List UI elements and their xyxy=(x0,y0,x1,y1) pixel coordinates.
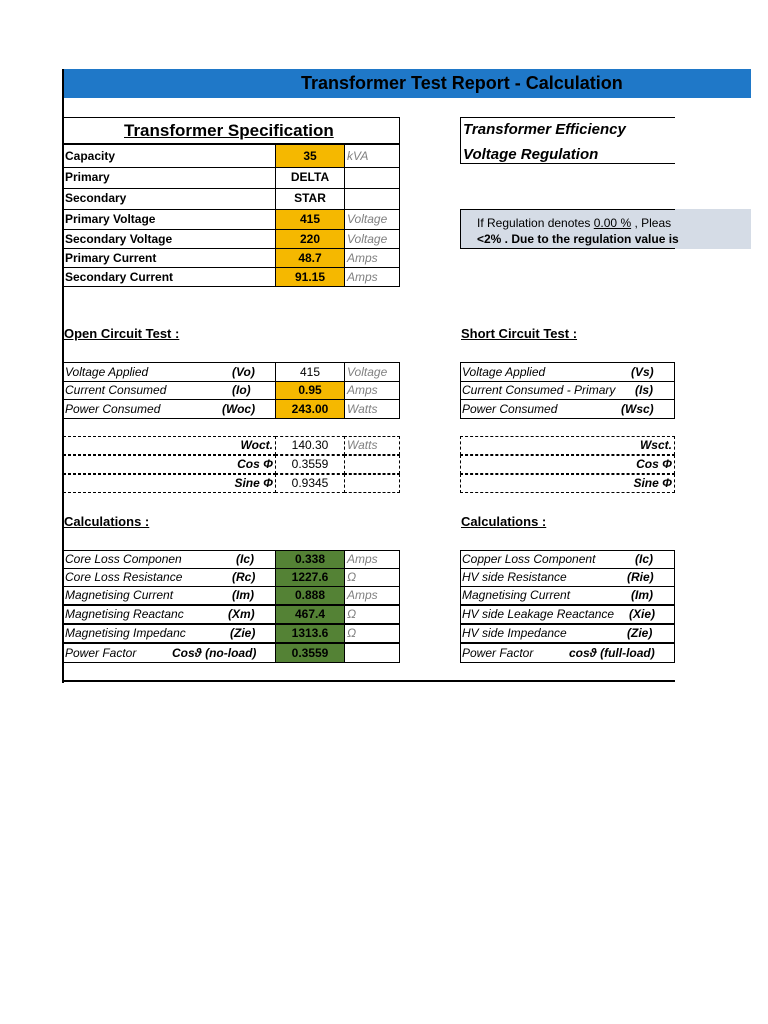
note-line-2: <2% . Due to the regulation value is xyxy=(477,232,679,246)
calc-left-symbol: (Ic) xyxy=(236,552,254,566)
sc-label: Current Consumed - Primary xyxy=(462,383,616,397)
regulation-title: Voltage Regulation xyxy=(463,146,599,163)
spec-unit xyxy=(344,188,400,210)
oc-calc-label: Sine Φ xyxy=(63,474,276,493)
sc-row-label-cell xyxy=(460,362,675,382)
note-line-1-suffix: , Pleas xyxy=(631,216,672,230)
spec-label: Primary Current xyxy=(63,248,276,268)
calc-left-label-cell xyxy=(63,605,276,624)
calc-right-label: Power Factor xyxy=(462,646,534,660)
calc-left-label-cell xyxy=(63,586,276,605)
open-circuit-heading: Open Circuit Test : xyxy=(64,326,180,341)
regulation-note xyxy=(460,209,679,249)
sc-label: Voltage Applied xyxy=(462,365,546,379)
calc-left-value: 1227.6 xyxy=(275,568,345,587)
calc-right-label: HV side Resistance xyxy=(462,570,567,584)
oc-unit: Voltage xyxy=(344,362,400,382)
oc-value-input[interactable]: 0.95 xyxy=(275,381,345,400)
spec-value-input[interactable]: 35 xyxy=(275,144,345,168)
oc-row-label-cell xyxy=(63,362,276,382)
spec-value-input[interactable]: DELTA xyxy=(275,167,345,189)
calc-left-label: Core Loss Resistance xyxy=(65,570,183,584)
calc-left-label: Power Factor xyxy=(65,646,137,660)
spec-label: Primary Voltage xyxy=(63,209,276,230)
calc-right-label: HV side Impedance xyxy=(462,626,567,640)
spec-value-input[interactable]: STAR xyxy=(275,188,345,210)
spec-heading: Transformer Specification xyxy=(63,117,400,144)
calculations-right-heading: Calculations : xyxy=(461,514,547,529)
calc-right-symbol: (Rie) xyxy=(627,570,654,584)
oc-unit: Amps xyxy=(344,381,400,400)
note-line-1-prefix: If Regulation denotes xyxy=(477,216,594,230)
frame-bottom-border xyxy=(62,680,675,682)
spec-unit: kVA xyxy=(344,144,400,168)
oc-row-label-cell xyxy=(63,381,276,400)
note-line-1 xyxy=(477,216,671,230)
oc-calc-label: Cos Φ xyxy=(63,455,276,474)
calc-right-label-cell xyxy=(460,550,675,569)
oc-calc-value: 140.30 xyxy=(275,436,345,455)
calc-left-value: 467.4 xyxy=(275,605,345,624)
calc-right-label-cell xyxy=(460,605,675,624)
spec-label: Secondary Current xyxy=(63,267,276,287)
calc-right-label: Magnetising Current xyxy=(462,588,571,602)
calc-right-symbol: (Ic) xyxy=(635,552,653,566)
oc-unit: Watts xyxy=(344,399,400,419)
spec-value-input[interactable]: 220 xyxy=(275,229,345,249)
results-title-box xyxy=(460,117,675,164)
calc-left-value: 0.338 xyxy=(275,550,345,569)
oc-value-input[interactable]: 243.00 xyxy=(275,399,345,419)
calc-left-unit: Amps xyxy=(344,550,400,569)
calc-right-label-cell xyxy=(460,586,675,605)
calc-left-value: 0.3559 xyxy=(275,643,345,663)
spec-value-input[interactable]: 91.15 xyxy=(275,267,345,287)
calc-left-label-cell xyxy=(63,568,276,587)
calculations-left-heading: Calculations : xyxy=(64,514,150,529)
spec-unit: Amps xyxy=(344,267,400,287)
spec-value-input[interactable]: 415 xyxy=(275,209,345,230)
page-title: Transformer Test Report - Calculation xyxy=(301,73,623,93)
efficiency-title: Transformer Efficiency xyxy=(463,121,626,138)
calc-left-unit: Ω xyxy=(344,568,400,587)
oc-value-input[interactable]: 415 xyxy=(275,362,345,382)
calc-left-label-cell xyxy=(63,550,276,569)
spec-value-input[interactable]: 48.7 xyxy=(275,248,345,268)
title-banner-extension xyxy=(675,69,751,98)
calc-right-label-cell xyxy=(460,643,675,663)
oc-symbol: (Woc) xyxy=(222,402,256,416)
oc-calc-label: Woct. xyxy=(63,436,276,455)
oc-label: Voltage Applied xyxy=(65,365,149,379)
sc-label: Power Consumed xyxy=(462,402,558,416)
calc-left-symbol: Cosϑ (no-load) xyxy=(172,646,257,660)
spec-unit: Voltage xyxy=(344,209,400,230)
calc-right-label-cell xyxy=(460,568,675,587)
calc-left-label: Magnetising Impedanc xyxy=(65,626,186,640)
calc-right-symbol: cosϑ (full-load) xyxy=(569,646,655,660)
spec-label: Capacity xyxy=(63,144,276,168)
spec-unit: Amps xyxy=(344,248,400,268)
sc-calc-label: Wsct. xyxy=(460,436,675,455)
calc-right-symbol: (Xie) xyxy=(629,607,656,621)
sc-symbol: (Vs) xyxy=(631,365,654,379)
calc-left-symbol: (Rc) xyxy=(232,570,256,584)
spec-label: Secondary xyxy=(63,188,276,210)
calc-left-label: Magnetising Current xyxy=(65,588,174,602)
oc-calc-unit xyxy=(344,474,400,493)
oc-label: Power Consumed xyxy=(65,402,161,416)
oc-symbol: (Vo) xyxy=(232,365,255,379)
calc-left-symbol: (Im) xyxy=(232,588,254,602)
calc-left-label: Core Loss Componen xyxy=(65,552,182,566)
oc-row-label-cell xyxy=(63,399,276,419)
calc-left-label-cell xyxy=(63,643,276,663)
spec-label: Secondary Voltage xyxy=(63,229,276,249)
sc-row-label-cell xyxy=(460,399,675,419)
calc-right-symbol: (Im) xyxy=(631,588,653,602)
oc-calc-value: 0.9345 xyxy=(275,474,345,493)
oc-symbol: (Io) xyxy=(232,383,251,397)
calc-left-label: Magnetising Reactanc xyxy=(65,607,184,621)
sc-symbol: (Wsc) xyxy=(621,402,654,416)
calc-left-label-cell xyxy=(63,624,276,643)
calc-left-symbol: (Xm) xyxy=(228,607,255,621)
calc-left-unit xyxy=(344,643,400,663)
calc-right-label: Copper Loss Component xyxy=(462,552,596,566)
sc-row-label-cell xyxy=(460,381,675,400)
oc-calc-unit: Watts xyxy=(344,436,400,455)
calc-right-label: HV side Leakage Reactance xyxy=(462,607,615,621)
sc-calc-label: Cos Φ xyxy=(460,455,675,474)
short-circuit-heading: Short Circuit Test : xyxy=(461,326,578,341)
calc-left-unit: Ω xyxy=(344,605,400,624)
oc-label: Current Consumed xyxy=(65,383,167,397)
spec-unit: Voltage xyxy=(344,229,400,249)
spec-label: Primary xyxy=(63,167,276,189)
sc-symbol: (Is) xyxy=(635,383,653,397)
spec-unit xyxy=(344,167,400,189)
sc-calc-label: Sine Φ xyxy=(460,474,675,493)
calc-left-value: 1313.6 xyxy=(275,624,345,643)
calc-left-symbol: (Zie) xyxy=(230,626,256,640)
oc-calc-unit xyxy=(344,455,400,474)
calc-right-symbol: (Zie) xyxy=(627,626,653,640)
calc-left-unit: Ω xyxy=(344,624,400,643)
oc-calc-value: 0.3559 xyxy=(275,455,345,474)
calc-right-label-cell xyxy=(460,624,675,643)
note-regulation-value: 0.00 % xyxy=(593,216,632,230)
calc-left-value: 0.888 xyxy=(275,586,345,605)
calc-left-unit: Amps xyxy=(344,586,400,605)
